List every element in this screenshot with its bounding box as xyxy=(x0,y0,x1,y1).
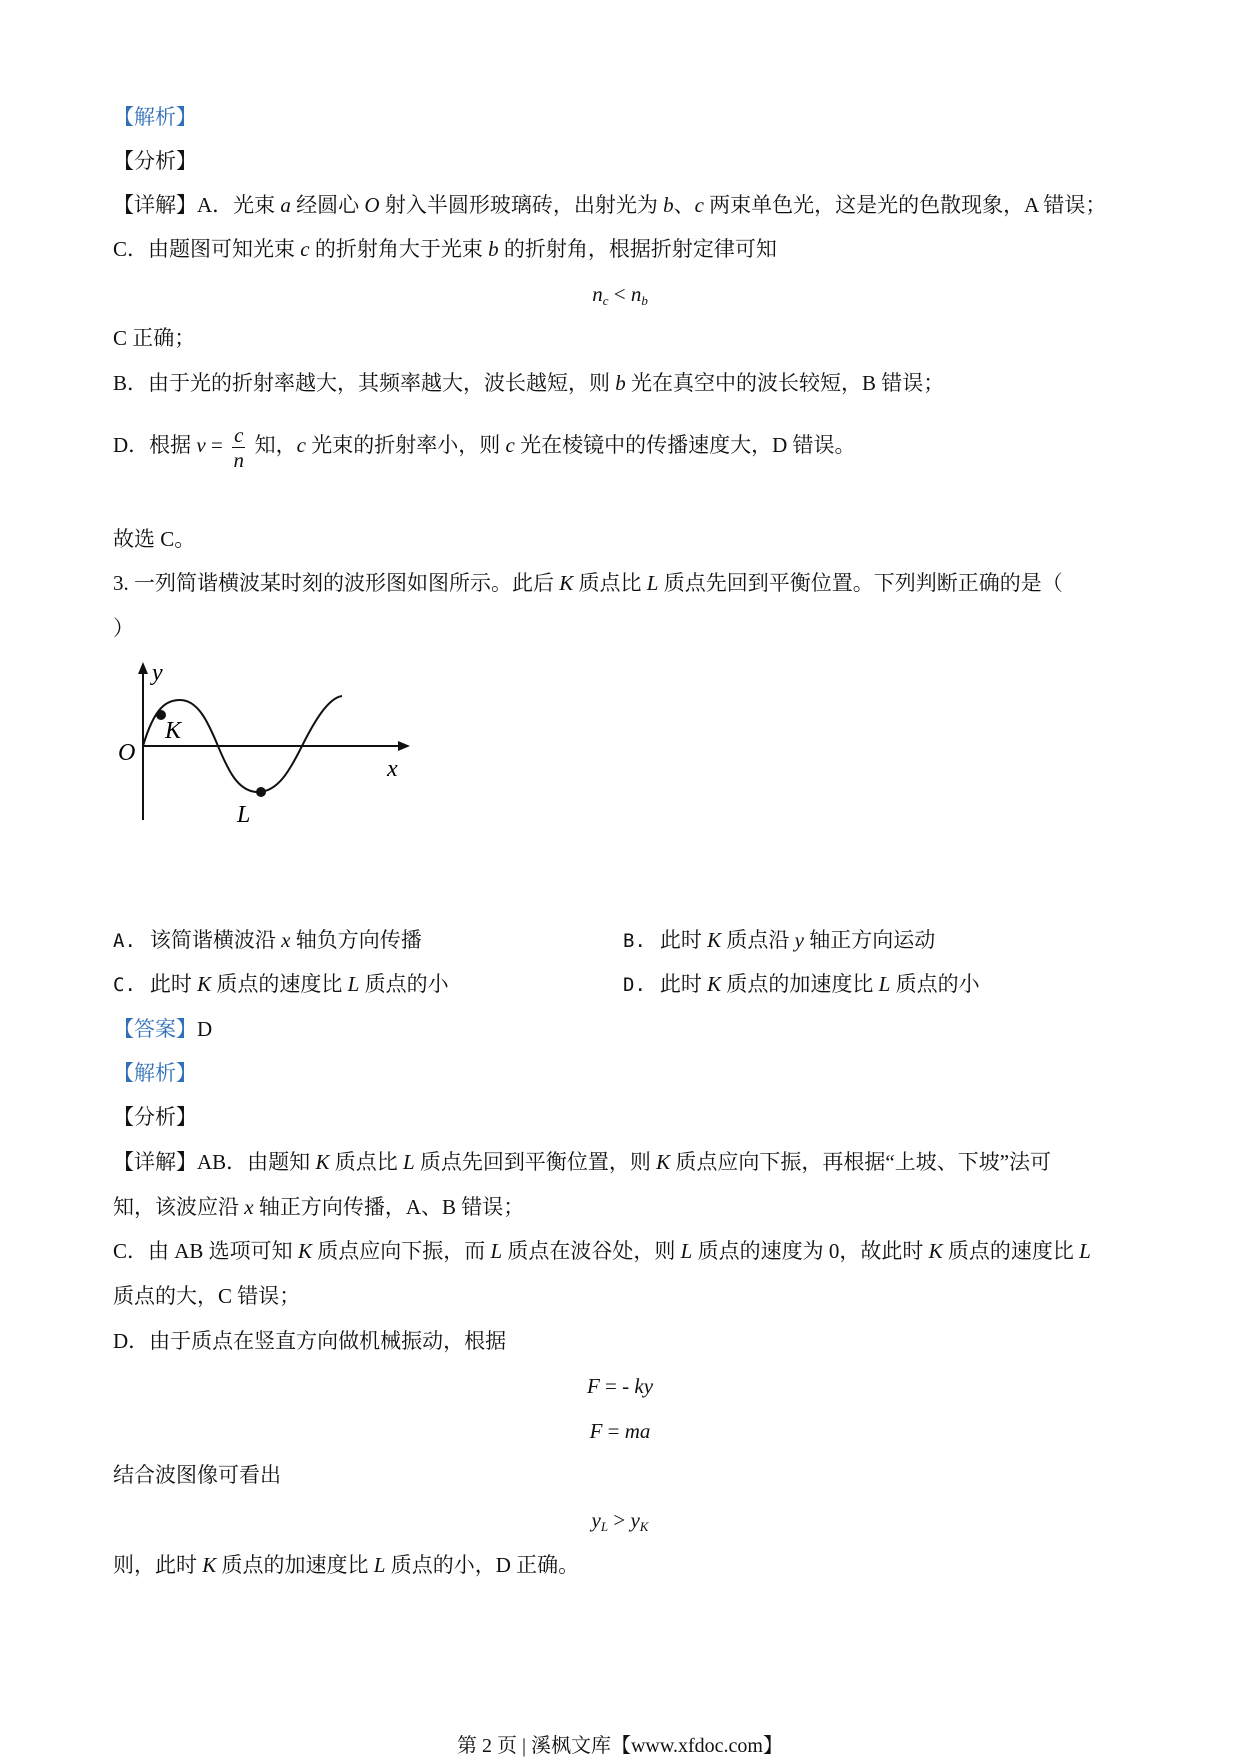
x-axis-arrow xyxy=(398,741,410,751)
wave-curve xyxy=(143,696,342,792)
y-axis-arrow xyxy=(138,662,148,674)
q2-choose: 故选 C。 xyxy=(113,527,196,551)
detail-tag: 【详解】 xyxy=(113,193,197,217)
q3-jiexi-tag: 【解析】 xyxy=(113,1061,197,1085)
option-c: C. 此时 K 质点的速度比 L 质点的小 xyxy=(113,972,449,996)
q3-stem: 3. 一列简谐横波某时刻的波形图如图所示。此后 K 质点比 L 质点先回到平衡位置。下列判断正确的是（ xyxy=(113,571,1063,595)
q3-stem-close: ） xyxy=(113,616,134,640)
y-axis-label: y xyxy=(152,660,163,686)
equation-f-minus-ky: F = - ky xyxy=(586,1374,654,1398)
equation-nc-lt-nb: $n_c < n_b$ xyxy=(592,282,648,308)
option-b: B. 此时 K 质点沿 y 轴正方向运动 xyxy=(623,928,936,952)
q3-detail-c: C．由 AB 选项可知 K 质点应向下振，而 L 质点在波谷处，则 L 质点的速度为 0，故此时 K 质点的速度比 L xyxy=(113,1239,1091,1263)
q3-detail-ab-cont: 知，该波应沿 x 轴正方向传播，A、B 错误； xyxy=(113,1195,525,1219)
answer-value: D xyxy=(197,1017,213,1041)
equation-f-ma: F = ma xyxy=(589,1419,651,1443)
page-footer: 第 2 页 | 溪枫文库【www.xfdoc.com】 xyxy=(456,1735,783,1757)
option-d: D. 此时 K 质点的加速度比 L 质点的小 xyxy=(623,972,980,996)
q3-detail-c-cont: 质点的大，C 错误； xyxy=(113,1284,301,1308)
wave-figure xyxy=(110,660,420,830)
q3-detail-ab: 【详解】AB．由题知 K 质点比 L 质点先回到平衡位置，则 K 质点应向下振，再根据“上坡、下坡”法可 xyxy=(113,1150,1052,1174)
q2-fenxi-tag: 【分析】 xyxy=(113,149,197,173)
q2-detail-c: C．由题图可知光束 c 的折射角大于光束 b 的折射角，根据折射定律可知 xyxy=(113,237,777,261)
q3-detail-d: D．由于质点在竖直方向做机械振动，根据 xyxy=(113,1329,507,1353)
option-a: A. 该简谐横波沿 x 轴负方向传播 xyxy=(113,928,422,952)
q2-detail-b: B．由于光的折射率越大，其频率越大，波长越短，则 b 光在真空中的波长较短，B 错误； xyxy=(113,371,945,395)
q2-c-correct: C 正确； xyxy=(113,326,196,350)
q2-detail-d: D．根据 v = $\frac{c}{n}$ 知，c 光束的折射率小，则 c 光在棱镜中的传播速度大，D 错误。 xyxy=(113,422,856,472)
q3-fenxi-tag: 【分析】 xyxy=(113,1105,197,1129)
answer-tag: 【答案】 xyxy=(113,1017,197,1041)
k-label: K xyxy=(165,718,182,744)
equation-yl-gt-yk: $y_L > y_K$ xyxy=(591,1508,649,1534)
q3-answer xyxy=(113,1016,212,1042)
origin-label: O xyxy=(118,740,136,766)
x-axis-label: x xyxy=(387,756,398,782)
fraction-c-over-n: $\frac{c}{n}$ xyxy=(233,422,244,472)
q3-final: 则，此时 K 质点的加速度比 L 质点的小，D 正确。 xyxy=(113,1553,580,1577)
q2-detail-a: 【详解】A．光束 a 经圆心 O 射入半圆形玻璃砖，出射光为 b、c 两束单色光，这是光的色散现象，A 错误； xyxy=(113,193,1107,217)
point-l xyxy=(256,787,266,797)
l-label: L xyxy=(237,802,251,828)
q2-jiexi-tag: 【解析】 xyxy=(113,105,197,129)
q3-combine: 结合波图像可看出 xyxy=(113,1463,281,1487)
